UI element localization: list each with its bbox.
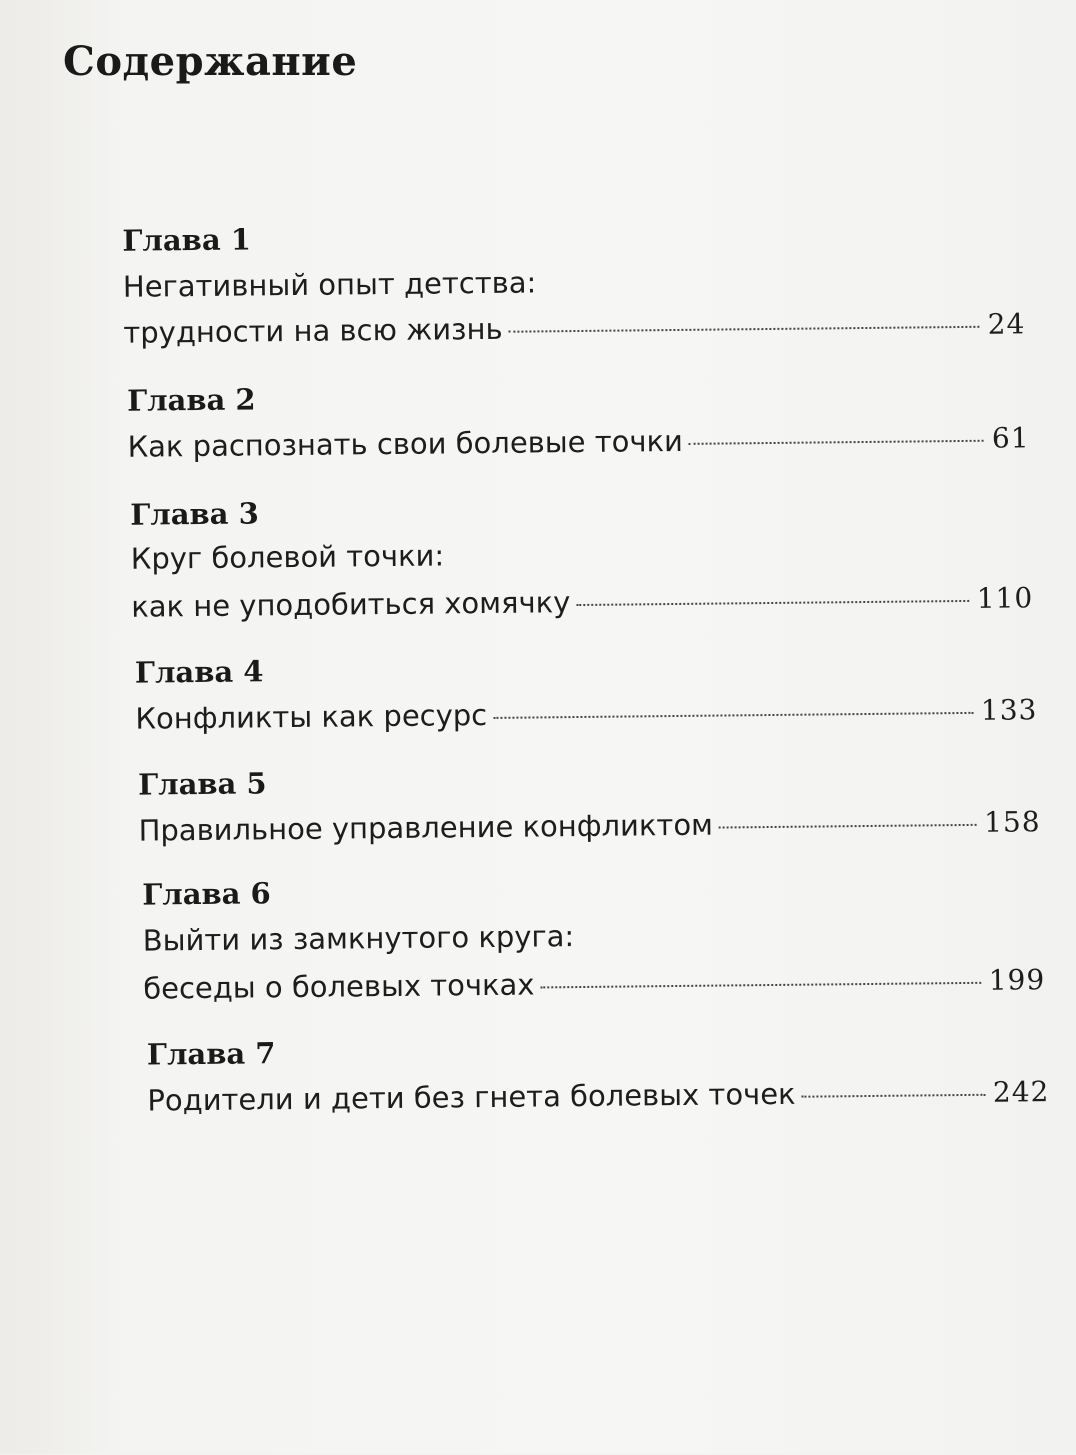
chapter-title-line: Выйти из замкнутого круга:	[142, 919, 575, 958]
chapter-label: Глава 5	[137, 766, 267, 802]
chapter-title: Родители и дети без гнета болевых точек	[147, 1076, 796, 1118]
chapter-label: Глава 1	[122, 222, 252, 258]
page-number: 110	[976, 581, 1034, 615]
chapter-title: как не уподобиться хомячку	[131, 585, 571, 624]
page-number: 199	[988, 963, 1046, 997]
chapter-label: Глава 4	[134, 654, 264, 690]
dot-leader	[689, 440, 984, 445]
chapter-title: трудности на всю жизнь	[123, 311, 503, 350]
dot-leader	[540, 982, 980, 989]
chapter-label: Глава 2	[126, 382, 256, 418]
dot-leader	[509, 326, 980, 333]
chapter-label: Глава 6	[142, 876, 271, 912]
page-number: 24	[987, 307, 1026, 341]
chapter-title: Конфликты как ресурс	[135, 697, 488, 736]
dot-leader	[576, 600, 968, 606]
toc-entry[interactable]	[135, 692, 1037, 735]
chapter-title: Как распознать свои болевые точки	[127, 423, 684, 464]
chapter-label: Глава 3	[130, 496, 259, 532]
chapter-title: беседы о болевых точках	[143, 967, 535, 1006]
chapter-title-line: Круг болевой точки:	[130, 538, 445, 576]
chapter-title: Правильное управление конфликтом	[138, 807, 714, 848]
toc-entry[interactable]	[127, 420, 1029, 463]
toc-entry[interactable]	[147, 1074, 1049, 1117]
page-number: 61	[991, 421, 1030, 455]
chapter-label: Глава 7	[146, 1036, 276, 1072]
toc-entry[interactable]	[131, 580, 1033, 623]
toc-entry[interactable]	[138, 804, 1040, 847]
toc-entry[interactable]	[143, 962, 1045, 1005]
toc-entry[interactable]	[123, 306, 1025, 349]
page-number: 158	[983, 805, 1041, 839]
page-number: 242	[992, 1075, 1050, 1109]
chapter-title-line: Негативный опыт детства:	[122, 265, 537, 304]
page-title: Содержание	[63, 38, 358, 85]
dot-leader	[719, 824, 976, 829]
page-number: 133	[980, 693, 1038, 727]
dot-leader	[802, 1094, 985, 1098]
dot-leader	[493, 712, 973, 719]
